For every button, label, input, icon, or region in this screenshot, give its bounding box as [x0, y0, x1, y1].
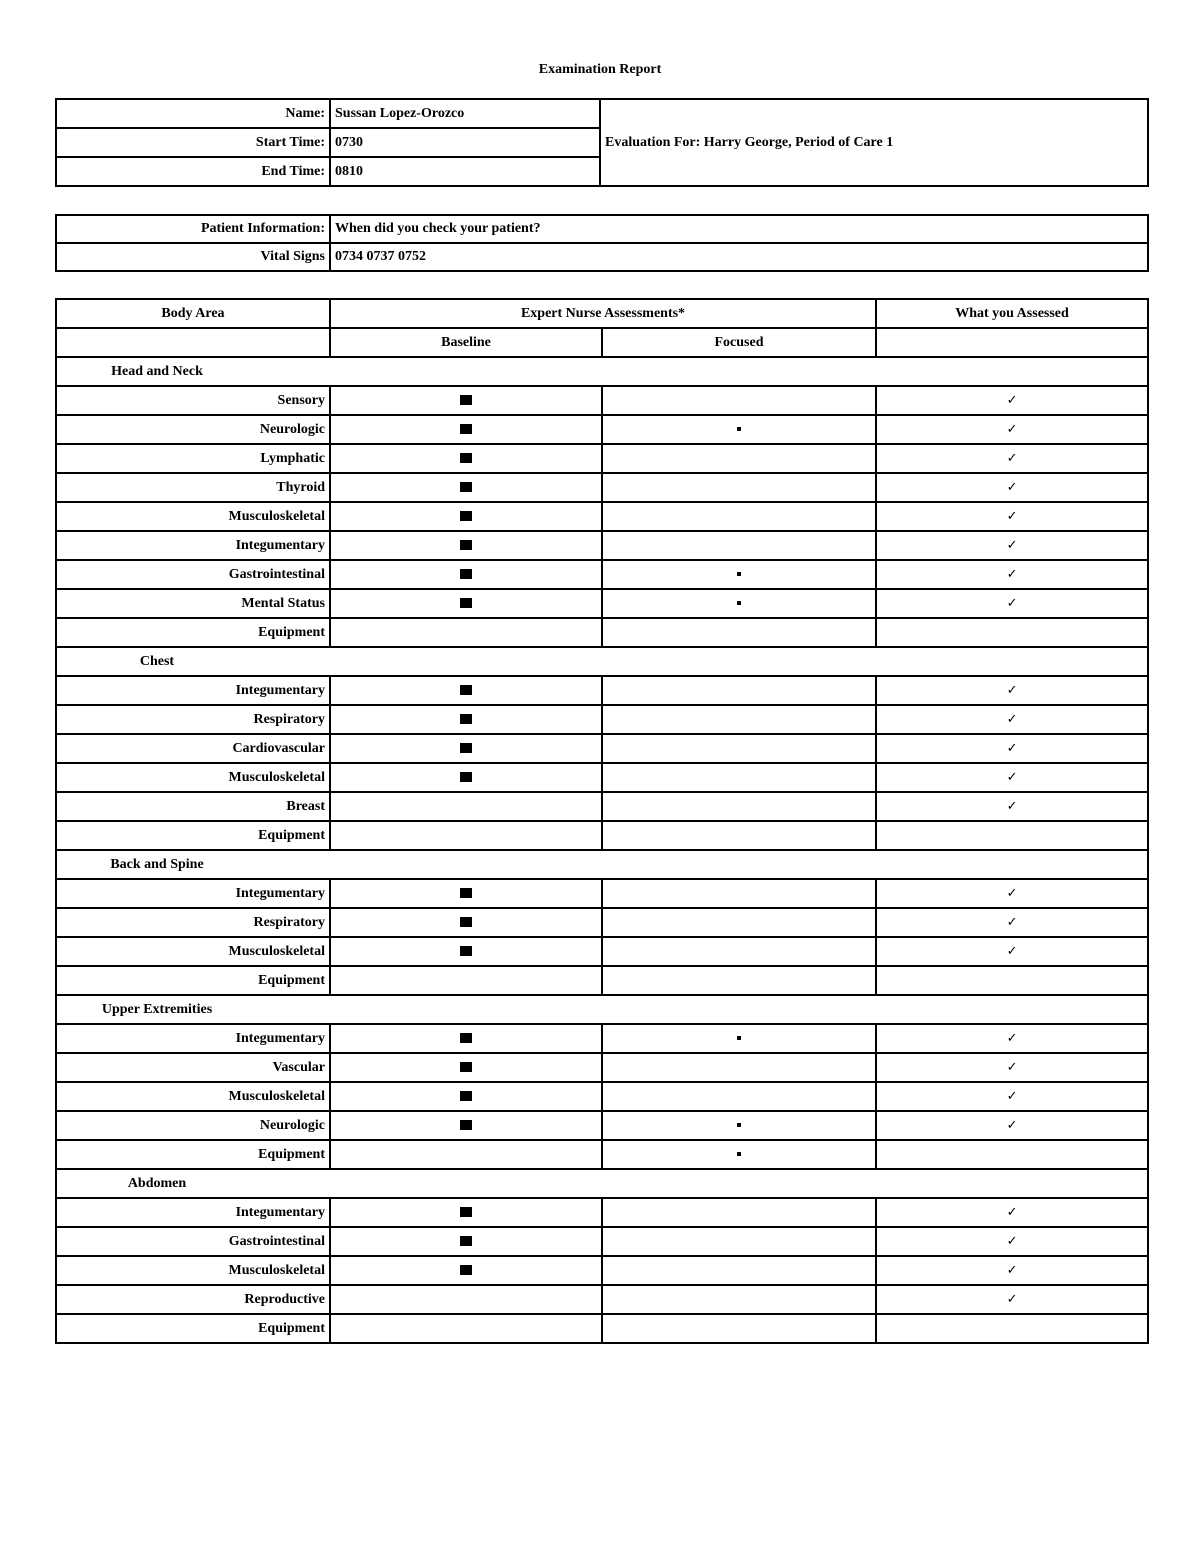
body-area-label: Equipment	[56, 618, 330, 647]
section-cell	[56, 647, 1148, 676]
table-row	[56, 444, 1148, 473]
section-row	[56, 357, 1148, 386]
body-area-label: Vascular	[56, 1053, 330, 1082]
baseline-cell	[330, 879, 602, 908]
baseline-mark-icon	[460, 946, 472, 956]
baseline-cell	[330, 763, 602, 792]
checkmark-icon: ✓	[1006, 537, 1018, 552]
baseline-mark-icon	[460, 917, 472, 927]
body-area-label: Lymphatic	[56, 444, 330, 473]
checkmark-icon: ✓	[1006, 740, 1018, 755]
table-row	[56, 1256, 1148, 1285]
end-time-value: 0810	[330, 157, 600, 186]
focused-cell	[602, 1198, 876, 1227]
checkmark-icon: ✓	[1006, 914, 1018, 929]
body-area-label: Musculoskeletal	[56, 937, 330, 966]
table-row	[56, 415, 1148, 444]
baseline-cell	[330, 1227, 602, 1256]
checkmark-icon: ✓	[1006, 1117, 1018, 1132]
table-row	[56, 705, 1148, 734]
baseline-mark-icon	[460, 772, 472, 782]
table-row	[56, 763, 1148, 792]
section-title: Head and Neck	[111, 363, 203, 379]
table-row	[56, 966, 1148, 995]
assessed-cell	[876, 705, 1148, 734]
table-row	[56, 792, 1148, 821]
body-area-label: Musculoskeletal	[56, 1256, 330, 1285]
table-row	[56, 1053, 1148, 1082]
start-time-value: 0730	[330, 128, 600, 157]
baseline-mark-icon	[460, 714, 472, 724]
baseline-cell	[330, 1256, 602, 1285]
body-area-label: Reproductive	[56, 1285, 330, 1314]
baseline-mark-icon	[460, 395, 472, 405]
focused-cell	[602, 1053, 876, 1082]
baseline-cell	[330, 386, 602, 415]
patient-info-value: When did you check your patient?	[330, 215, 1148, 243]
table-row	[56, 908, 1148, 937]
patient-info-label: Patient Information:	[56, 215, 330, 243]
table-row	[56, 676, 1148, 705]
baseline-mark-icon	[460, 743, 472, 753]
baseline-mark-icon	[460, 598, 472, 608]
focused-mark-icon	[737, 1123, 741, 1127]
table-row	[56, 531, 1148, 560]
focused-cell	[602, 1256, 876, 1285]
section-row	[56, 850, 1148, 879]
focused-mark-icon	[737, 1152, 741, 1156]
table-row	[56, 560, 1148, 589]
focused-mark-icon	[737, 572, 741, 576]
body-area-label: Thyroid	[56, 473, 330, 502]
assessment-subheader-row	[56, 328, 1148, 357]
section-row	[56, 647, 1148, 676]
assessed-cell	[876, 879, 1148, 908]
table-row	[56, 1227, 1148, 1256]
baseline-mark-icon	[460, 569, 472, 579]
baseline-mark-icon	[460, 482, 472, 492]
checkmark-icon: ✓	[1006, 885, 1018, 900]
body-area-label: Integumentary	[56, 1024, 330, 1053]
section-cell	[56, 850, 1148, 879]
baseline-cell	[330, 502, 602, 531]
body-area-header: Body Area	[56, 299, 330, 328]
section-title: Chest	[139, 653, 175, 669]
patient-info-row	[56, 215, 1148, 243]
patient-table	[55, 214, 1149, 272]
vital-signs-label: Vital Signs	[56, 243, 330, 271]
assessed-cell	[876, 1285, 1148, 1314]
checkmark-icon: ✓	[1006, 421, 1018, 436]
focused-cell	[602, 618, 876, 647]
focused-cell	[602, 734, 876, 763]
section-title: Upper Extremities	[101, 1001, 213, 1017]
assessed-cell	[876, 618, 1148, 647]
focused-cell	[602, 908, 876, 937]
header-table	[55, 98, 1149, 187]
assessed-cell	[876, 1024, 1148, 1053]
baseline-cell	[330, 1053, 602, 1082]
assessed-cell	[876, 502, 1148, 531]
vital-signs-row	[56, 243, 1148, 271]
page-title: Examination Report	[538, 62, 662, 77]
assessed-cell	[876, 1198, 1148, 1227]
checkmark-icon: ✓	[1006, 508, 1018, 523]
baseline-cell	[330, 1198, 602, 1227]
focused-cell	[602, 415, 876, 444]
focused-cell	[602, 879, 876, 908]
assessed-cell	[876, 966, 1148, 995]
focused-cell	[602, 560, 876, 589]
baseline-cell	[330, 618, 602, 647]
assessed-cell	[876, 415, 1148, 444]
assessed-cell	[876, 792, 1148, 821]
focused-cell	[602, 386, 876, 415]
baseline-mark-icon	[460, 888, 472, 898]
assessed-cell	[876, 676, 1148, 705]
assessed-cell	[876, 734, 1148, 763]
assessment-table	[55, 298, 1149, 1344]
baseline-mark-icon	[460, 453, 472, 463]
focused-cell	[602, 1024, 876, 1053]
focused-cell	[602, 966, 876, 995]
name-value: Sussan Lopez-Orozco	[330, 99, 600, 128]
body-area-label: Cardiovascular	[56, 734, 330, 763]
section-title: Abdomen	[127, 1175, 187, 1191]
assessed-cell	[876, 1227, 1148, 1256]
focused-cell	[602, 502, 876, 531]
vital-signs-value: 0734 0737 0752	[330, 243, 1148, 271]
table-row	[56, 1024, 1148, 1053]
focused-cell	[602, 937, 876, 966]
section-cell	[56, 995, 1148, 1024]
assessed-cell	[876, 908, 1148, 937]
table-row	[56, 1111, 1148, 1140]
assessed-cell	[876, 821, 1148, 850]
body-area-label: Integumentary	[56, 531, 330, 560]
baseline-cell	[330, 415, 602, 444]
checkmark-icon: ✓	[1006, 1291, 1018, 1306]
body-area-label: Musculoskeletal	[56, 1082, 330, 1111]
body-area-label: Integumentary	[56, 879, 330, 908]
baseline-cell	[330, 1024, 602, 1053]
baseline-cell	[330, 473, 602, 502]
body-area-label: Integumentary	[56, 1198, 330, 1227]
body-area-label: Equipment	[56, 1140, 330, 1169]
body-area-label: Equipment	[56, 821, 330, 850]
checkmark-icon: ✓	[1006, 1030, 1018, 1045]
body-area-label: Equipment	[56, 1314, 330, 1343]
table-row	[56, 386, 1148, 415]
table-row	[56, 734, 1148, 763]
baseline-cell	[330, 937, 602, 966]
focused-header: Focused	[602, 328, 876, 357]
blank-cell	[876, 328, 1148, 357]
assessed-cell	[876, 1256, 1148, 1285]
focused-cell	[602, 1140, 876, 1169]
table-row	[56, 879, 1148, 908]
name-row	[56, 99, 1148, 128]
baseline-cell	[330, 705, 602, 734]
baseline-cell	[330, 1314, 602, 1343]
assessment-header-row	[56, 299, 1148, 328]
baseline-mark-icon	[460, 1091, 472, 1101]
body-area-label: Integumentary	[56, 676, 330, 705]
baseline-cell	[330, 908, 602, 937]
baseline-cell	[330, 1285, 602, 1314]
baseline-cell	[330, 560, 602, 589]
assessed-cell	[876, 1053, 1148, 1082]
checkmark-icon: ✓	[1006, 943, 1018, 958]
body-area-label: Equipment	[56, 966, 330, 995]
focused-cell	[602, 444, 876, 473]
baseline-cell	[330, 1140, 602, 1169]
baseline-mark-icon	[460, 1236, 472, 1246]
end-time-label: End Time:	[56, 157, 330, 186]
baseline-mark-icon	[460, 424, 472, 434]
baseline-cell	[330, 966, 602, 995]
baseline-mark-icon	[460, 540, 472, 550]
table-row	[56, 1285, 1148, 1314]
body-area-label: Musculoskeletal	[56, 763, 330, 792]
assessment-body	[56, 357, 1148, 1343]
focused-mark-icon	[737, 601, 741, 605]
table-row	[56, 937, 1148, 966]
baseline-mark-icon	[460, 1062, 472, 1072]
baseline-cell	[330, 821, 602, 850]
baseline-cell	[330, 444, 602, 473]
baseline-cell	[330, 676, 602, 705]
section-title: Back and Spine	[110, 856, 204, 872]
evaluation-for: Evaluation For: Harry George, Period of Care 1	[600, 99, 1148, 186]
checkmark-icon: ✓	[1006, 450, 1018, 465]
body-area-label: Musculoskeletal	[56, 502, 330, 531]
body-area-label: Gastrointestinal	[56, 560, 330, 589]
section-row	[56, 1169, 1148, 1198]
body-area-label: Neurologic	[56, 415, 330, 444]
baseline-mark-icon	[460, 1120, 472, 1130]
table-row	[56, 1314, 1148, 1343]
section-cell	[56, 357, 1148, 386]
checkmark-icon: ✓	[1006, 392, 1018, 407]
checkmark-icon: ✓	[1006, 479, 1018, 494]
baseline-cell	[330, 531, 602, 560]
body-area-label: Respiratory	[56, 705, 330, 734]
table-row	[56, 502, 1148, 531]
checkmark-icon: ✓	[1006, 1059, 1018, 1074]
assessed-cell	[876, 589, 1148, 618]
blank-cell	[56, 328, 330, 357]
start-time-label: Start Time:	[56, 128, 330, 157]
assessed-cell	[876, 473, 1148, 502]
checkmark-icon: ✓	[1006, 1262, 1018, 1277]
baseline-header: Baseline	[330, 328, 602, 357]
assessed-cell	[876, 763, 1148, 792]
focused-cell	[602, 1285, 876, 1314]
focused-cell	[602, 473, 876, 502]
focused-mark-icon	[737, 427, 741, 431]
baseline-mark-icon	[460, 511, 472, 521]
baseline-cell	[330, 792, 602, 821]
focused-mark-icon	[737, 1036, 741, 1040]
expert-assessments-header: Expert Nurse Assessments*	[330, 299, 876, 328]
body-area-label: Respiratory	[56, 908, 330, 937]
checkmark-icon: ✓	[1006, 595, 1018, 610]
assessed-cell	[876, 386, 1148, 415]
assessed-cell	[876, 1314, 1148, 1343]
body-area-label: Neurologic	[56, 1111, 330, 1140]
baseline-mark-icon	[460, 685, 472, 695]
table-row	[56, 473, 1148, 502]
assessed-cell	[876, 1082, 1148, 1111]
table-row	[56, 821, 1148, 850]
focused-cell	[602, 821, 876, 850]
baseline-cell	[330, 1082, 602, 1111]
baseline-cell	[330, 589, 602, 618]
what-you-assessed-header: What you Assessed	[876, 299, 1148, 328]
table-row	[56, 1082, 1148, 1111]
checkmark-icon: ✓	[1006, 769, 1018, 784]
table-row	[56, 1198, 1148, 1227]
focused-cell	[602, 792, 876, 821]
checkmark-icon: ✓	[1006, 798, 1018, 813]
section-cell	[56, 1169, 1148, 1198]
table-row	[56, 1140, 1148, 1169]
body-area-label: Breast	[56, 792, 330, 821]
assessed-cell	[876, 937, 1148, 966]
focused-cell	[602, 531, 876, 560]
focused-cell	[602, 676, 876, 705]
body-area-label: Sensory	[56, 386, 330, 415]
focused-cell	[602, 1227, 876, 1256]
assessed-cell	[876, 1140, 1148, 1169]
checkmark-icon: ✓	[1006, 566, 1018, 581]
focused-cell	[602, 1082, 876, 1111]
baseline-cell	[330, 1111, 602, 1140]
table-row	[56, 618, 1148, 647]
checkmark-icon: ✓	[1006, 711, 1018, 726]
name-label: Name:	[56, 99, 330, 128]
baseline-mark-icon	[460, 1207, 472, 1217]
assessed-cell	[876, 531, 1148, 560]
body-area-label: Gastrointestinal	[56, 1227, 330, 1256]
section-row	[56, 995, 1148, 1024]
baseline-cell	[330, 734, 602, 763]
checkmark-icon: ✓	[1006, 1204, 1018, 1219]
table-row	[56, 589, 1148, 618]
focused-cell	[602, 1111, 876, 1140]
checkmark-icon: ✓	[1006, 1088, 1018, 1103]
focused-cell	[602, 763, 876, 792]
checkmark-icon: ✓	[1006, 682, 1018, 697]
focused-cell	[602, 589, 876, 618]
focused-cell	[602, 1314, 876, 1343]
baseline-mark-icon	[460, 1265, 472, 1275]
assessed-cell	[876, 444, 1148, 473]
body-area-label: Mental Status	[56, 589, 330, 618]
focused-cell	[602, 705, 876, 734]
checkmark-icon: ✓	[1006, 1233, 1018, 1248]
assessed-cell	[876, 1111, 1148, 1140]
assessed-cell	[876, 560, 1148, 589]
baseline-mark-icon	[460, 1033, 472, 1043]
